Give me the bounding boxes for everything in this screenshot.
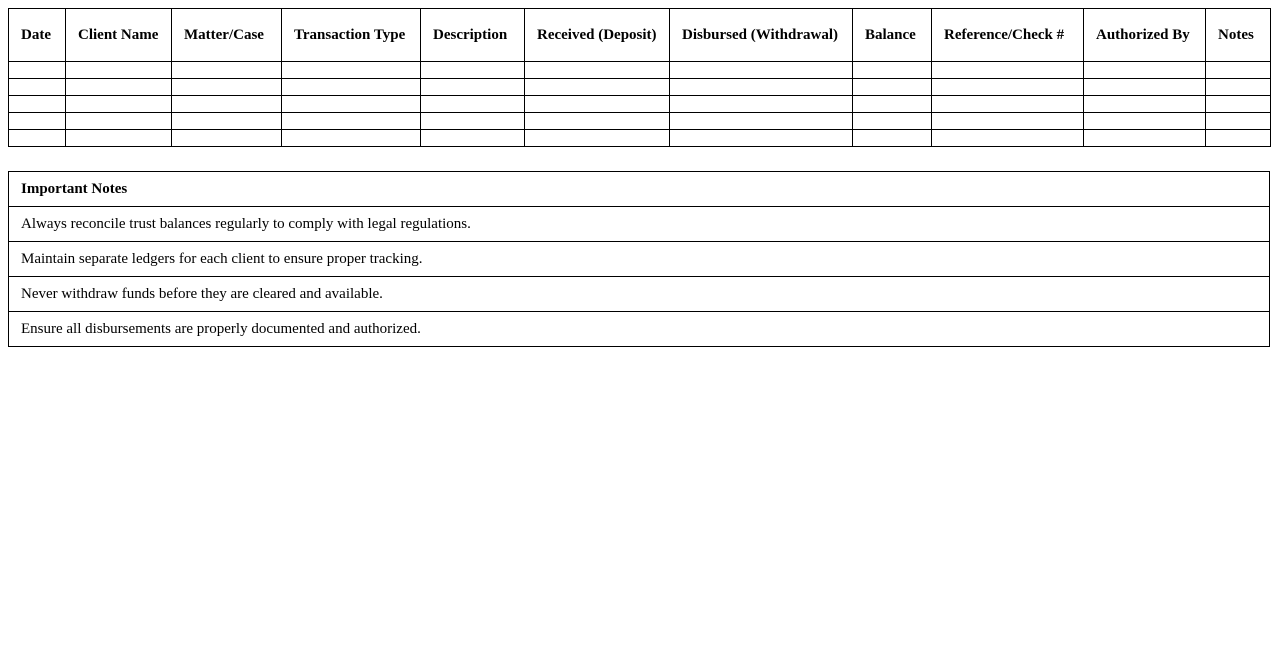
note-row bbox=[9, 207, 1270, 242]
table-cell bbox=[1206, 62, 1271, 79]
important-notes-table bbox=[8, 171, 1270, 347]
table-cell bbox=[525, 62, 670, 79]
table-cell bbox=[932, 130, 1084, 147]
note-row bbox=[9, 242, 1270, 277]
table-cell bbox=[525, 96, 670, 113]
table-cell bbox=[9, 79, 66, 96]
table-row bbox=[9, 79, 1271, 96]
trust-ledger-table bbox=[8, 8, 1271, 147]
column-header-date: Date bbox=[9, 9, 66, 62]
table-cell bbox=[1084, 62, 1206, 79]
column-header-notes: Notes bbox=[1206, 9, 1271, 62]
table-cell bbox=[670, 113, 853, 130]
table-cell bbox=[670, 96, 853, 113]
table-row bbox=[9, 130, 1271, 147]
table-cell bbox=[525, 113, 670, 130]
table-header-row bbox=[9, 9, 1271, 62]
table-cell bbox=[525, 79, 670, 96]
table-cell bbox=[421, 113, 525, 130]
note-item: Always reconcile trust balances regularly to comply with legal regulations. bbox=[9, 207, 1270, 242]
table-cell bbox=[932, 96, 1084, 113]
table-cell bbox=[670, 62, 853, 79]
column-header-authorized-by: Authorized By bbox=[1084, 9, 1206, 62]
table-cell bbox=[66, 79, 172, 96]
table-cell bbox=[9, 130, 66, 147]
table-cell bbox=[670, 79, 853, 96]
column-header-disbursed: Disbursed (Withdrawal) bbox=[670, 9, 853, 62]
table-cell bbox=[421, 130, 525, 147]
table-cell bbox=[421, 62, 525, 79]
note-item: Maintain separate ledgers for each client to ensure proper tracking. bbox=[9, 242, 1270, 277]
table-cell bbox=[853, 62, 932, 79]
table-cell bbox=[172, 79, 282, 96]
table-cell bbox=[282, 79, 421, 96]
column-header-transaction-type: Transaction Type bbox=[282, 9, 421, 62]
table-cell bbox=[66, 130, 172, 147]
table-cell bbox=[172, 62, 282, 79]
table-cell bbox=[9, 96, 66, 113]
table-cell bbox=[1084, 130, 1206, 147]
column-header-reference-check: Reference/Check # bbox=[932, 9, 1084, 62]
table-cell bbox=[525, 130, 670, 147]
ledger-body bbox=[9, 62, 1271, 147]
table-row bbox=[9, 62, 1271, 79]
table-cell bbox=[1084, 79, 1206, 96]
column-header-matter-case: Matter/Case bbox=[172, 9, 282, 62]
table-cell bbox=[932, 113, 1084, 130]
table-cell bbox=[66, 96, 172, 113]
table-cell bbox=[421, 79, 525, 96]
table-cell bbox=[9, 113, 66, 130]
table-cell bbox=[932, 62, 1084, 79]
notes-header-row bbox=[9, 172, 1270, 207]
table-cell bbox=[66, 62, 172, 79]
table-cell bbox=[172, 113, 282, 130]
table-cell bbox=[1206, 113, 1271, 130]
note-item: Ensure all disbursements are properly documented and authorized. bbox=[9, 312, 1270, 347]
notes-heading: Important Notes bbox=[9, 172, 1270, 207]
table-cell bbox=[1206, 96, 1271, 113]
table-cell bbox=[670, 130, 853, 147]
table-cell bbox=[1206, 79, 1271, 96]
table-cell bbox=[282, 62, 421, 79]
table-cell bbox=[282, 130, 421, 147]
column-header-received: Received (Deposit) bbox=[525, 9, 670, 62]
table-row bbox=[9, 96, 1271, 113]
table-cell bbox=[853, 96, 932, 113]
column-header-client-name: Client Name bbox=[66, 9, 172, 62]
table-cell bbox=[421, 96, 525, 113]
table-cell bbox=[9, 62, 66, 79]
column-header-balance: Balance bbox=[853, 9, 932, 62]
table-cell bbox=[282, 96, 421, 113]
note-row bbox=[9, 277, 1270, 312]
table-cell bbox=[853, 113, 932, 130]
table-cell bbox=[1084, 96, 1206, 113]
table-cell bbox=[853, 130, 932, 147]
note-item: Never withdraw funds before they are cleared and available. bbox=[9, 277, 1270, 312]
table-cell bbox=[1206, 130, 1271, 147]
table-cell bbox=[172, 96, 282, 113]
column-header-description: Description bbox=[421, 9, 525, 62]
table-cell bbox=[1084, 113, 1206, 130]
note-row bbox=[9, 312, 1270, 347]
table-cell bbox=[853, 79, 932, 96]
table-cell bbox=[66, 113, 172, 130]
table-row bbox=[9, 113, 1271, 130]
table-cell bbox=[932, 79, 1084, 96]
table-cell bbox=[172, 130, 282, 147]
table-cell bbox=[282, 113, 421, 130]
